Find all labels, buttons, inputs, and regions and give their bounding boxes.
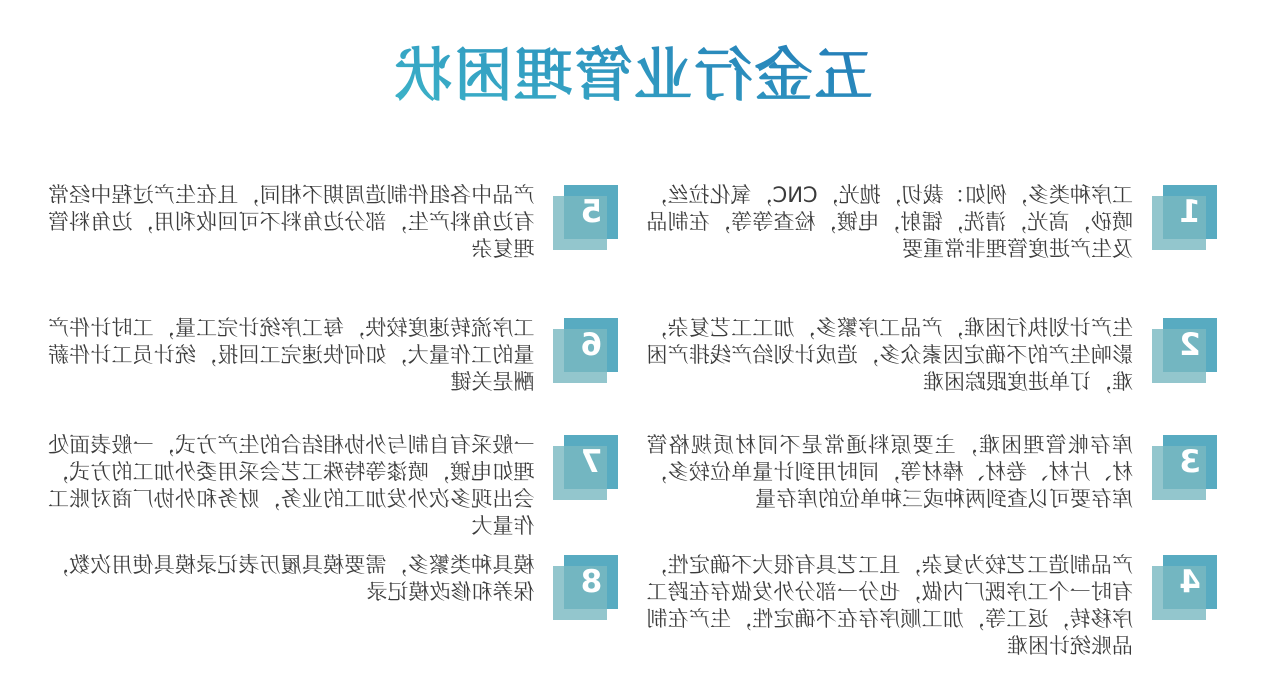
list-item: [646, 552, 1218, 681]
number-badge: [1151, 555, 1217, 621]
badge-number: 3: [1179, 443, 1201, 480]
badge-number: 1: [1179, 193, 1201, 230]
badge-number: 4: [1179, 563, 1201, 600]
item-text: 一般采有自制与外协相结合的生产方式，一般表面处理如电镀，喷漆等特殊工艺会采用委外加工的方式，会出现多次外发加工的业务，财务和外协厂商对账工作量大: [48, 432, 535, 538]
number-badge: [553, 435, 619, 501]
list-item: [48, 182, 619, 318]
number-badge: [553, 555, 619, 621]
list-item: [646, 315, 1218, 435]
number-badge: [553, 318, 619, 384]
number-badge: [1151, 318, 1217, 384]
item-text: 模具种类繁多，需要模具履历表记录模具使用次数，保养和修改模记录: [48, 552, 535, 604]
list-item: [48, 432, 619, 555]
badge-number: 8: [580, 563, 603, 600]
badge-number: 7: [580, 443, 603, 480]
list-item: [646, 182, 1218, 318]
badge-number: 6: [580, 326, 603, 363]
item-text: 产品制造工艺较为复杂，且工艺具有很大不确定性，有时一个工序既厂内做，也分一部分外发做存在跨工序移转，返工等，加工顺序存在不确定性，生产在制品账统计困难: [646, 552, 1133, 658]
number-badge: [1151, 185, 1217, 251]
badge-number: 2: [1179, 326, 1201, 363]
item-text: 产品中各组件制造周期不相同，且在生产过程中经常有边角料产生，部分边角料不可回收利用，边角料管理复杂: [48, 182, 535, 261]
item-text: 生产计划执行困难，产品工序繁多，加工工艺复杂，影响生产的不确定因素众多，造成计划给产线排产困难，订单进度跟踪困难: [646, 315, 1133, 394]
list-item: [48, 315, 619, 435]
item-text: 库存帐管理困难，主要原料通常是不同材质规格管材、片材、卷材、棒材等，同时用到计量单位较多，库存要可以查到两种或三种单位的库存量: [646, 432, 1133, 511]
item-grid: [0, 182, 1265, 681]
number-badge: [1151, 435, 1217, 501]
list-item: [48, 552, 619, 681]
badge-number: 5: [580, 193, 603, 230]
page-title: 五金行业管理困状: [0, 42, 1265, 109]
list-item: [646, 432, 1218, 555]
item-text: 工序流转速度较快，每工序统计完工量，工时计件产量的工作量大，如何快速完工回报，统计员工计件薪酬是关键: [48, 315, 535, 394]
number-badge: [553, 185, 619, 251]
item-text: 工序种类多，例如：裁切，抛光，CNC，氧化拉丝，喷砂，高光，清洗，镭射，电镀，检查等等，在制品及生产进度管理非常重要: [646, 182, 1133, 261]
